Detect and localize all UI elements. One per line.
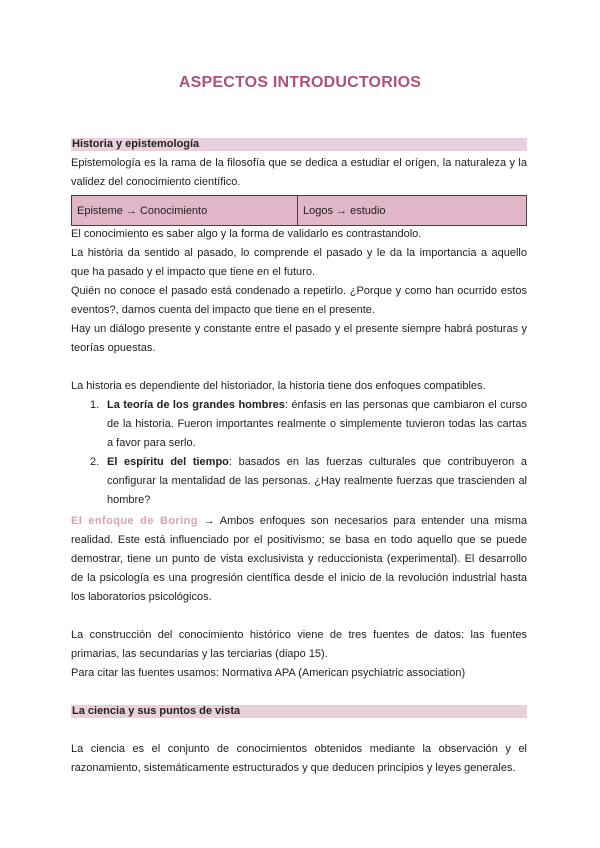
list-item — [71, 396, 527, 453]
text-line — [107, 396, 527, 415]
text-fragment: : énfasis en las personas que cambiaron el curso — [284, 399, 527, 411]
boring-paragraph — [71, 512, 527, 607]
etymology-table — [71, 195, 527, 226]
text-line — [71, 512, 527, 531]
historia-intro — [71, 377, 527, 396]
text-line — [107, 453, 527, 472]
text-line: teorías opuestas. — [71, 342, 156, 354]
text-line: que ha pasado y el impacto que tiene en el futuro. — [71, 266, 316, 278]
etymology-cell-logos: Logos → estudio — [298, 196, 527, 226]
text-line: configurar la mentalidad de las personas. ¿Hay realmente fuerzas que trascienden al — [107, 475, 527, 487]
enfoques-list — [71, 396, 527, 510]
ciencia-paragraph — [71, 740, 527, 778]
text-line: razonamiento, sistemáticamente estructurados y que deducen principios y leyes generales. — [71, 762, 516, 774]
text-line: a favor para serlo. — [107, 437, 196, 449]
section-heading-ciencia: La ciencia y sus puntos de vista — [71, 705, 527, 718]
text-line: los laboratorios psicológicos. — [71, 591, 212, 603]
intro-paragraph — [71, 154, 527, 192]
text-line: eventos?, darnos cuenta del impacto que tiene en el presente. — [71, 304, 375, 316]
list-item-body — [107, 396, 527, 453]
text-line: El conocimiento es saber algo y la forma de validarlo es contrastandolo. — [71, 228, 422, 240]
history-paragraph — [71, 225, 527, 358]
text-line: La construcción del conocimiento histórico viene de tres fuentes de datos: las fuentes — [71, 629, 527, 641]
text-fragment: → Ambos enfoques son necesarios para entender una misma — [197, 515, 527, 527]
text-line: de la psicología es una progresión científica desde el inicio de la revolución industrial hasta — [71, 572, 527, 584]
text-line: demostrar, tiene un punto de vista exclusivista y reduccionista (experimental). El desarrollo — [71, 553, 527, 565]
text-line: Quién no conoce el pasado está condenado a repetirlo. ¿Porque y como han ocurrido estos — [71, 285, 527, 297]
list-number: 2. — [90, 456, 100, 468]
text-line: La ciencia es el conjunto de conocimientos obtenidos mediante la observación y el — [71, 743, 527, 755]
section-heading-historia: Historia y epistemología — [71, 138, 527, 151]
page-title: ASPECTOS INTRODUCTORIOS — [178, 74, 422, 91]
list-item — [71, 453, 527, 510]
text-line: de la historia. Fueron importantes realmente o simplemente tuvieron todas las cartas — [107, 418, 527, 430]
boring-term: El enfoque de Boring — [71, 515, 198, 527]
fuentes-paragraph — [71, 626, 527, 683]
etymology-cell-episteme: Episteme → Conocimiento — [72, 196, 298, 226]
list-term: La teoría de los grandes hombres — [107, 399, 285, 411]
text-line: hombre? — [107, 494, 151, 506]
text-line: Epistemología es la rama de la filosofía que se dedica a estudiar el orígen, la naturaleza y la — [71, 157, 527, 169]
text-line: La historia es dependiente del historiador, la historia tiene dos enfoques compatibles. — [71, 380, 486, 392]
list-item-body — [107, 453, 527, 510]
list-term: El espíritu del tiempo — [107, 456, 229, 468]
list-number: 1. — [90, 399, 100, 411]
text-line: La història da sentido al pasado, lo comprende el pasado y le da la importancia a aquello — [71, 247, 527, 259]
text-line: Para citar las fuentes usamos: Normativa APA (American psychiatric association) — [71, 667, 466, 679]
text-line: Hay un diálogo presente y constante entre el pasado y el presente siempre habrá posturas y — [71, 323, 527, 335]
text-line: primarias, las secundarias y las terciarias (diapo 15). — [71, 648, 328, 660]
text-fragment: : basados en las fuerzas culturales que contribuyeron a — [228, 456, 527, 468]
text-line: validez del conocimiento científico. — [71, 176, 241, 188]
text-line: realidad. Este está influenciado por el positivismo; se basa en todo aquello que se puede — [71, 534, 527, 546]
